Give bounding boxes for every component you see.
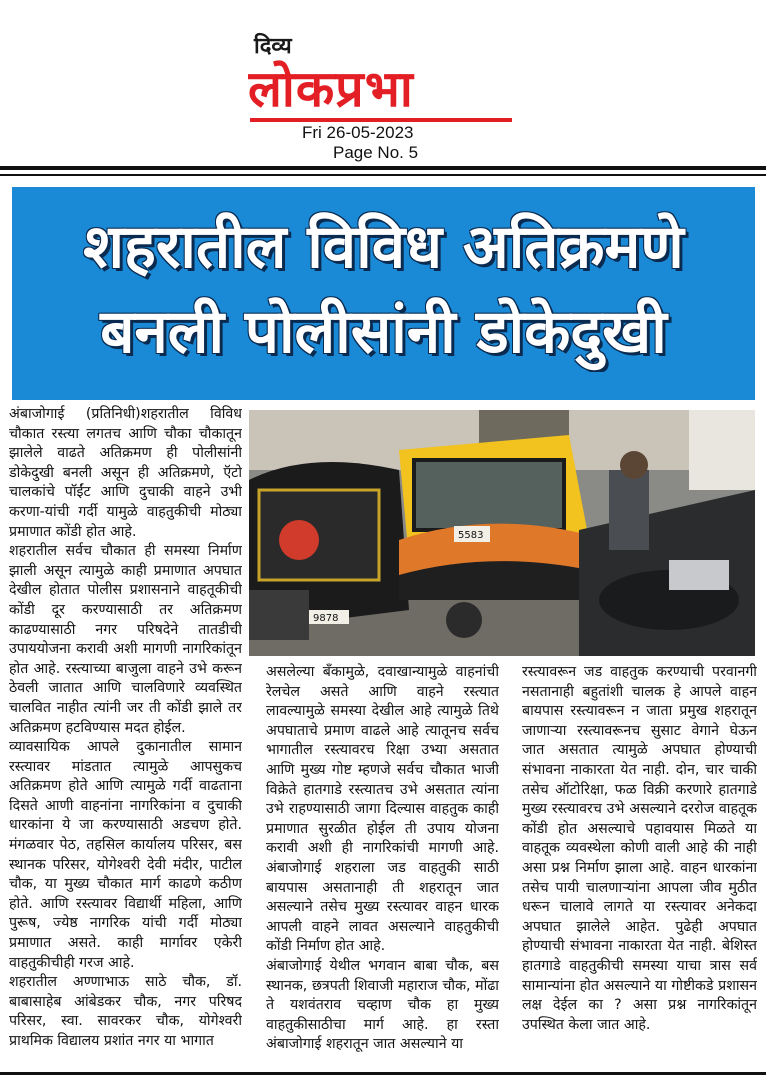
logo-small-text: दिव्य — [254, 34, 292, 59]
masthead — [0, 0, 766, 165]
article-column-1 — [9, 405, 242, 1065]
article-paragraph: रस्त्यावरून जड वाहतुक करण्याची परवानगी नसतानाही बहुतांशी चालक हे आपले वाहन बायपास रस्त्यावरून न जाता प्रमुख शहरातून जाणाऱ्या रस्त्यावरूनच सुसाट वेगाने घेऊन जात असतात त्यामुळे अपघात होण्याची संभावना नाकारता येत नाही. दोन, चार चाकी तसेच ऑटोरिक्षा, फळ विक्री करणारे हातगाडे मुख्य रस्त्यावरच उभे असल्याने दररोज वाहतूक कोंडी होत असल्याचे पहावयास मिळते या वाहतूक व्यवस्थेला कोणी वाली आहे की नाही असा प्रश्न निर्माण झाला आहे. वाहन धारकांना तसेच पायी चालणाऱ्यांना आपला जीव मुठीत धरून चालावे लागते या रस्त्यावर अनेकदा अपघात झालेले आहेत. पुढेही अपघात होण्याची संभावना नाकारता येत नाही. बेशिस्त हातगाडे वाहतुकीची समस्या याचा त्रास सर्व सामान्यांना होत असल्याने या गोष्टीकडे प्रशासन लक्ष देईल का ? असा प्रश्न नागरिकांतून उपस्थित केला जात आहे. — [522, 664, 757, 1033]
news-photo — [249, 410, 755, 656]
article-column-3 — [522, 663, 757, 1063]
headline-line-2: बनली पोलीसांनी डोकेदुखी — [100, 297, 667, 367]
article-paragraph: शहरातील सर्वच चौकात ही समस्या निर्माण झाली असून त्यामुळे काही प्रमाणात अपघात देखील होतात पोलीस प्रशासनाने वाहतूकीची कोंडी दूर करण्यासाठी तर अतिक्रमण काढण्यासाठी नगर परिषदेने तातडीची उपाययोजना करावी अशी मागणी नागरिकांतून होत आहे. रस्त्याच्या बाजुला वाहने उभे करून ठेवली जातात आणि चालविणारे व्यवस्थित चालवित नाहीत त्यांनी जर ती कोंडी झाले तर अतिक्रमण हटविण्यास मदत होईल. — [9, 543, 242, 736]
plate-text-center: 5583 — [458, 530, 484, 541]
page-number: Page No. 5 — [333, 143, 419, 162]
article-paragraph: व्यावसायिक आपले दुकानातील सामान रस्त्यावर मांडतात त्यामुळे आपसुकच अतिक्रमण होते आणि त्यामुळे गर्दी वाढताना दिसते आणी वाहनांना नागरिकांना व दुचाकी धारकांना ये जा करण्यासाठी अडचण होते. मंगळवार पेठ, तहसिल कार्यालय परिसर, बस स्थानक परिसर, योगेश्वरी देवी मंदीर, पाटील चौक, या मुख्य चौकात मार्ग काढणे कठीण होते. आणि रस्त्यावर विद्यार्थी महिला, आणि पुरूष, ज्येष्ठ नागरिक यांची गर्दी मोठ्या प्रमाणात असते. काही मार्गावर एकेरी वाहतुकीचीही गरज आहे. — [9, 739, 242, 971]
logo-underline — [250, 118, 512, 122]
headline-line-1: शहरातील विविध अतिक्रमणे — [83, 212, 684, 282]
article-paragraph: अंबाजोगाई (प्रतिनिधी)शहरातील विविध चौकात रस्त्या लगतच आणि चौका चौकातून झालेले वाढते अतिक्रमण ही पोलीसांनी डोकेदुखी बनली असून ही अतिक्रमणे, ऍटो चालकांचे पॉईंट आणि दुचाकी वाहने उभी करणा-यांची गर्दी यामुळे वाहतुकीची मोठ्या प्रमाणात कोंडी होत आहे. — [9, 406, 242, 540]
headline-banner — [12, 187, 755, 400]
article-column-2 — [266, 663, 499, 1063]
plate-text-left: 9878 — [313, 613, 339, 624]
issue-date: Fri 26-05-2023 — [302, 123, 414, 142]
header-rule — [0, 166, 766, 170]
footer-rule — [0, 1072, 766, 1075]
article-paragraph: शहरातील अण्णाभाऊ साठे चौक, डॉ. बाबासाहेब आंबेडकर चौक, नगर परिषद परिसर, स्वा. सावरकर चौक, योगेश्वरी प्राथमिक विद्यालय प्रशांत नगर या भागात — [9, 974, 242, 1049]
article-paragraph: अंबाजोगाई येथील भगवान बाबा चौक, बस स्थानक, छत्रपती शिवाजी महाराज चौक, मोंढा ते यशवंतराव चव्हाण चौक हा मुख्य वाहतुकीसाठीचा मार्ग आहे. हा रस्ता अंबाजोगाई शहरातून जात असल्याने या — [266, 957, 499, 1053]
article-paragraph: असलेल्या बँकामुळे, दवाखान्यामुळे वाहनांची रेलचेल असते आणि वाहने रस्त्यात लावल्यामुळे समस्या देखील आहे त्यामुळे तिथे अपघाताचे प्रमाण वाढले आहे त्यातूनच सर्वच भागातील रस्त्यावरच रिक्षा उभ्या असतात आणि मुख्य गोष्ट म्हणजे सर्वच चौकात भाजी विक्रेते हातगाडे रस्त्यातच उभे असतात त्यांना उभे राहण्यासाठी जागा दिल्यास वाहतुक काही प्रमाणात सुरळीत होईल ती उपाय योजना करावी अशी ही नागरिकांची मागणी आहे. अंबाजोगाई शहराला जड वाहतुकी साठी बायपास असतानाही ती शहरातून जात असल्याने तसेच मुख्य रस्त्यावर वाहन धारक आपली वाहने लावत असल्याने वाहतुकीची कोंडी निर्माण होत आहे. — [266, 664, 499, 955]
header-rule-thin — [0, 174, 766, 176]
publication-logo: लोकप्रभा — [248, 60, 414, 118]
